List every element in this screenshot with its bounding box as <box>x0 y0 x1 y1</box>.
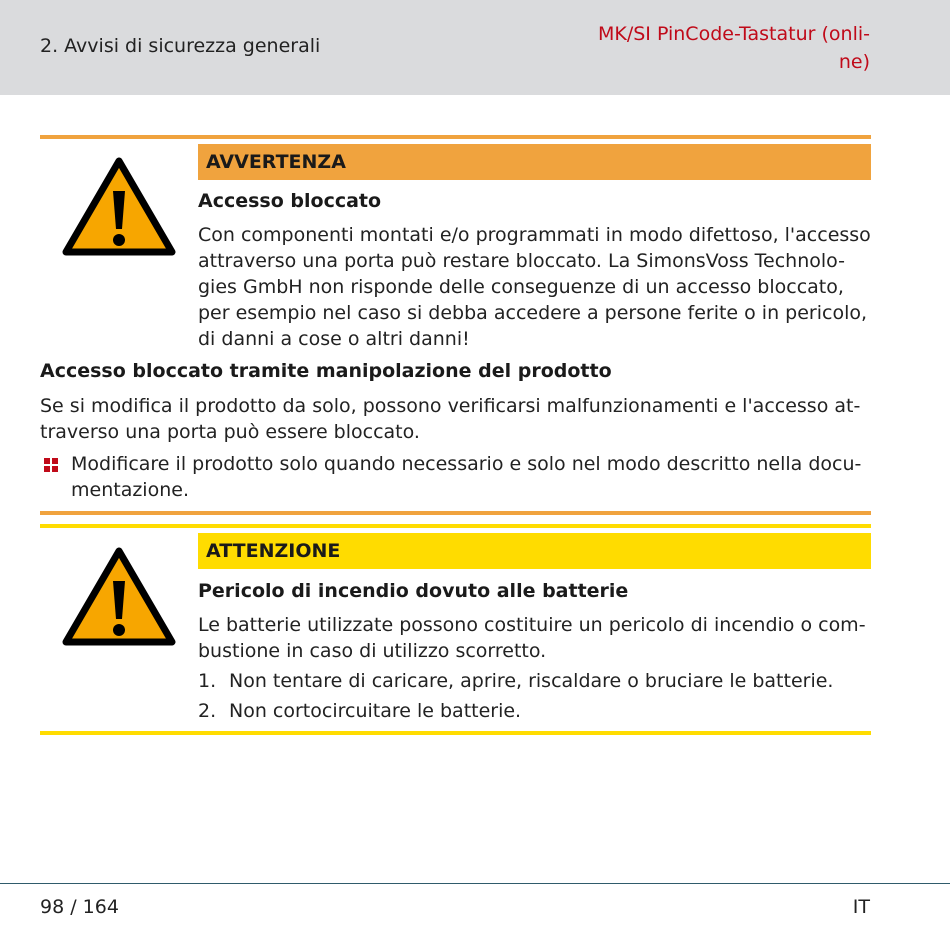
page-header <box>0 0 950 95</box>
warning-text: Con componenti montati e/o programmati in modo difettoso, l'accesso attraverso una porta può restare bloccato. La SimonsVoss Technolo-gies GmbH non risponde delle conseguenze di un accesso bloccato, per esempio nel caso si debba accedere a persone ferite o in pericolo, di danni a cose o altri danni! <box>198 224 871 350</box>
page-number: 98 / 164 <box>40 896 119 918</box>
warning-signal-word: AVVERTENZA <box>198 144 871 180</box>
warning-triangle-icon <box>62 547 176 647</box>
step-number: 1. <box>198 670 217 692</box>
section-text: Se si modifica il prodotto da solo, possono verificarsi malfunzionamenti e l'accesso at-traverso una porta può essere bloccato. <box>40 395 861 443</box>
caution-text: Le batterie utilizzate possono costituire un pericolo di incendio o com-bustione in caso di utilizzo scorretto. <box>198 614 866 662</box>
warning-bottom-rule <box>40 511 871 515</box>
caution-bottom-rule <box>40 731 871 735</box>
bullet-text: Modificare il prodotto solo quando necessario e solo nel modo descritto nella docu-mentazione. <box>71 453 862 501</box>
step-text: Non tentare di caricare, aprire, riscaldare o bruciare le batterie. <box>229 670 834 692</box>
bullet-squares-icon <box>44 458 58 472</box>
header-product-title: MK/SI PinCode-Tastatur (onli- ne) <box>597 23 870 73</box>
caution-top-rule <box>40 524 871 528</box>
caution-signal-word: ATTENZIONE <box>198 533 871 569</box>
warning-title: Accesso bloccato <box>198 190 382 212</box>
step-number: 2. <box>198 700 217 722</box>
section-title: Accesso bloccato tramite manipolazione del prodotto <box>40 360 612 382</box>
footer-rule <box>0 883 950 884</box>
caution-title: Pericolo di incendio dovuto alle batterie <box>198 580 629 602</box>
warning-triangle-icon <box>62 157 176 257</box>
language-code: IT <box>852 896 870 918</box>
step-text: Non cortocircuitare le batterie. <box>229 700 522 722</box>
header-section-title: 2. Avvisi di sicurezza generali <box>40 35 321 57</box>
warning-top-rule <box>40 135 871 139</box>
